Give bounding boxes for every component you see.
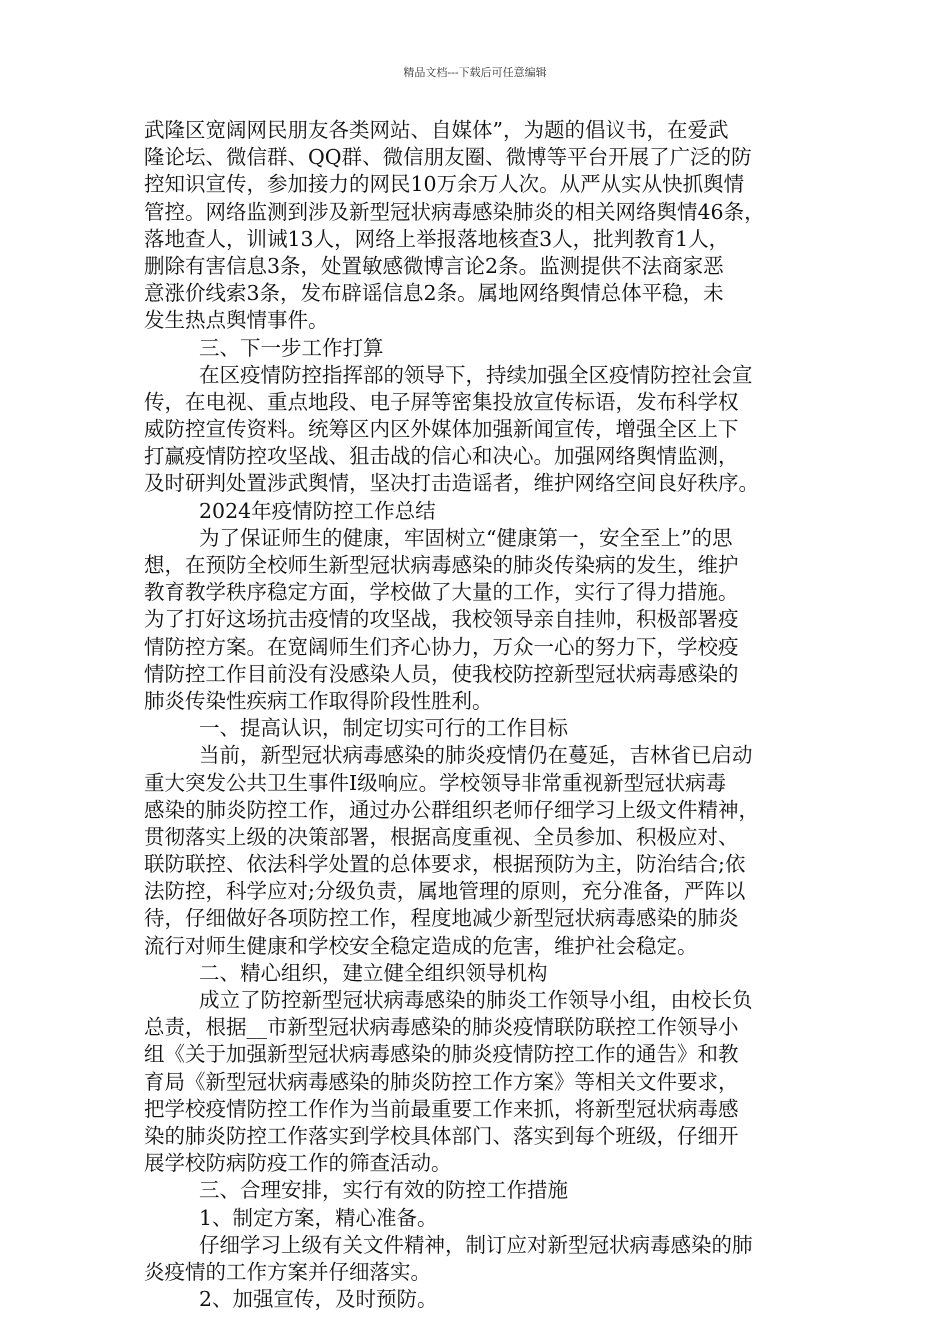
- text-line: 二、精心组织，建立健全组织领导机构: [199, 960, 548, 985]
- text-line: 为了保证师生的健康，牢固树立“健康第一，安全至上”的思: [199, 525, 733, 550]
- text-line: 控知识宣传，参加接力的网民10万余万人次。从严从实从快抓舆情: [144, 172, 745, 197]
- text-line: 法防控，科学应对;分级负责，属地管理的原则，充分准备，严阵以: [144, 879, 746, 904]
- text-line: 组《关于加强新型冠状病毒感染的肺炎疫情防控工作的通告》和教: [144, 1042, 739, 1067]
- text-line: 发生热点舆情事件。: [144, 308, 329, 333]
- text-line: 仔细学习上级有关文件精神，制订应对新型冠状病毒感染的肺: [199, 1232, 753, 1257]
- text-line: 流行对师生健康和学校安全稳定造成的危害，维护社会稳定。: [144, 933, 698, 958]
- text-line: 打赢疫情防控攻坚战、狙击战的信心和决心。加强网络舆情监测，: [144, 444, 739, 469]
- text-line: 三、下一步工作打算: [199, 335, 384, 360]
- text-line: 情防控工作目前没有没感染人员，使我校防控新型冠状病毒感染的: [144, 661, 739, 686]
- document-body: [144, 117, 804, 1313]
- text-line: 肺炎传染性疾病工作取得阶段性胜利。: [144, 688, 493, 713]
- text-line: 联防联控、依法科学处置的总体要求，根据预防为主，防治结合;依: [144, 852, 746, 877]
- text-line: 情防控方案。在宽阔师生们齐心协力，万众一心的努力下，学校疫: [144, 634, 739, 659]
- text-line: 教育教学秩序稳定方面，学校做了大量的工作，实行了得力措施。: [144, 580, 739, 605]
- text-line: 当前，新型冠状病毒感染的肺炎疫情仍在蔓延，吉林省已启动: [199, 743, 753, 768]
- text-line: 传，在电视、重点地段、电子屏等密集投放宣传标语，发布科学权: [144, 389, 739, 414]
- text-line: 及时研判处置涉武舆情，坚决打击造谣者，维护网络空间良好秩序。: [144, 471, 759, 496]
- text-line: 重大突发公共卫生事件Ⅰ级响应。学校领导非常重视新型冠状病毒: [144, 770, 727, 795]
- text-line: 意涨价线索3条，发布辟谣信息2条。属地网络舆情总体平稳，未: [144, 281, 724, 306]
- text-line: 为了打好这场抗击疫情的攻坚战，我校领导亲自挂帅，积极部署疫: [144, 607, 739, 632]
- text-line: 在区疫情防控指挥部的领导下，持续加强全区疫情防控社会宣: [199, 362, 753, 387]
- text-line: 隆论坛、微信群、QQ群、微信朋友圈、微博等平台开展了广泛的防: [144, 145, 752, 170]
- text-line: 删除有害信息3条，处置敏感微博言论2条。监测提供不法商家恶: [144, 253, 724, 278]
- text-line: 2024年疫情防控工作总结: [199, 498, 436, 523]
- text-line: 成立了防控新型冠状病毒感染的肺炎工作领导小组，由校长负: [199, 988, 753, 1012]
- text-line: 展学校防病防疫工作的筛查活动。: [144, 1151, 452, 1176]
- text-line: 想，在预防全校师生新型冠状病毒感染的肺炎传染病的发生，维护: [144, 553, 739, 577]
- text-line: 待，仔细做好各项防控工作，程度地减少新型冠状病毒感染的肺炎: [144, 906, 739, 931]
- text-line: 把学校疫情防控工作作为当前最重要工作来抓，将新型冠状病毒感: [144, 1096, 739, 1121]
- page-header: 精品文档---下载后可任意编辑: [403, 66, 547, 79]
- text-line: 一、提高认识，制定切实可行的工作目标: [199, 716, 568, 741]
- text-line: 武隆区宽阔网民朋友各类网站、自媒体”，为题的倡议书，在爱武: [144, 118, 729, 142]
- text-line: 威防控宣传资料。统筹区内区外媒体加强新闻宣传，增强全区上下: [144, 417, 739, 442]
- text-line: 1、制定方案，精心准备。: [199, 1205, 438, 1230]
- text-line: 贯彻落实上级的决策部署，根据高度重视、全员参加、积极应对、: [144, 824, 739, 849]
- text-line: 落地查人，训诫13人，网络上举报落地核查3人，批判教育1人，: [144, 226, 730, 251]
- text-line: 感染的肺炎防控工作，通过办公群组织老师仔细学习上级文件精神，: [144, 797, 759, 822]
- text-line: 2、加强宣传，及时预防。: [199, 1287, 438, 1312]
- text-line: 炎疫情的工作方案并仔细落实。: [144, 1259, 431, 1284]
- text-line: 育局《新型冠状病毒感染的肺炎防控工作方案》等相关文件要求，: [144, 1069, 739, 1094]
- text-line: 三、合理安排，实行有效的防控工作措施: [199, 1178, 568, 1203]
- text-line: 总责，根据__市新型冠状病毒感染的肺炎疫情联防联控工作领导小: [144, 1015, 739, 1040]
- text-line: 染的肺炎防控工作落实到学校具体部门、落实到每个班级，仔细开: [144, 1123, 739, 1148]
- text-line: 管控。网络监测到涉及新型冠状病毒感染肺炎的相关网络舆情46条，: [144, 199, 765, 224]
